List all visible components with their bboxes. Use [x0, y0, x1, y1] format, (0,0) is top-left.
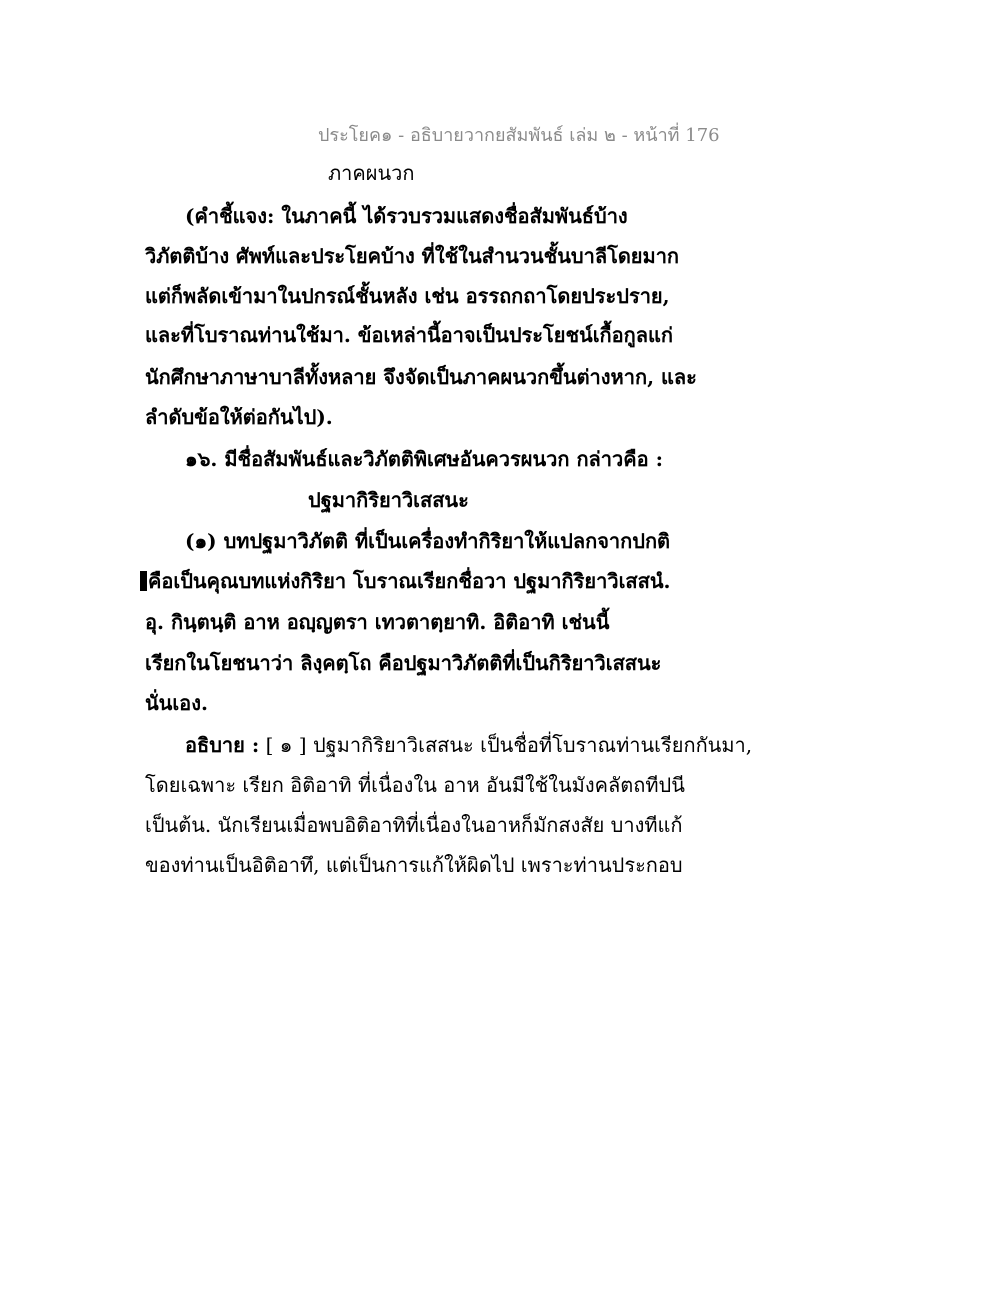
explanation-line: ของท่านเป็นอิติอาทึ, แต่เป็นการแก้ให้ผิดไป เพราะท่านประกอบ — [145, 853, 683, 877]
intro-line: ลำดับข้อให้ต่อกันไป). — [145, 405, 333, 429]
point-1-line: คือเป็นคุณบทแห่งกิริยา โบราณเรียกชื่อวา ปฐมากิริยาวิเสสนํ. — [148, 569, 671, 593]
explanation-text: [ ๑ ] ปฐมากิริยาวิเสสนะ เป็นชื่อที่โบราณท่านเรียกกันมา, — [259, 733, 753, 757]
explanation-first-line — [185, 732, 752, 758]
point-1-line: นั่นเอง. — [145, 691, 208, 715]
point-1-line-with-mark — [140, 568, 670, 594]
intro-line: แต่ก็พลัดเข้ามาในปกรณ์ชั้นหลัง เช่น อรรถกถาโดยประปราย, — [145, 284, 670, 308]
item-16-heading: ๑๖. มีชื่อสัมพันธ์และวิภัตติพิเศษอันควรผนวก กล่าวคือ : — [185, 447, 664, 471]
intro-line: นักศึกษาภาษาบาลีทั้งหลาย จึงจัดเป็นภาคผนวกขึ้นต่างหาก, และ — [145, 365, 697, 389]
point-1-line: (๑) บทปฐมาวิภัตติ ที่เป็นเครื่องทำกิริยาให้แปลกจากปกติ — [185, 529, 671, 553]
point-1-line: เรียกในโยชนาว่า ลิงฺคตฺโถ คือปฐมาวิภัตติที่เป็นกิริยาวิเสสนะ — [145, 651, 662, 675]
point-1-line: อุ. กินฺตนฺติ อาห อญฺญตรา เทวตาตฺยาทิ. อิติอาทิ เช่นนี้ — [145, 610, 610, 634]
running-head: ประโยค๑ - อธิบายวากยสัมพันธ์ เล่ม ๒ - หน้าที่ 176 — [318, 125, 720, 146]
margin-mark — [140, 571, 147, 591]
intro-line: (คำชี้แจง: ในภาคนี้ ได้รวบรวมแสดงชื่อสัมพันธ์บ้าง — [185, 204, 628, 228]
item-16-subheading: ปฐมากิริยาวิเสสนะ — [308, 488, 469, 512]
intro-line: และที่โบราณท่านใช้มา. ข้อเหล่านี้อาจเป็นประโยชน์เกื้อกูลแก่ — [145, 323, 674, 347]
explanation-label: อธิบาย : — [185, 733, 260, 757]
section-title: ภาคผนวก — [328, 161, 415, 185]
intro-line: วิภัตติบ้าง ศัพท์และประโยคบ้าง ที่ใช้ในสำนวนชั้นบาลีโดยมาก — [145, 244, 680, 268]
explanation-line: โดยเฉพาะ เรียก อิติอาทิ ที่เนื่องใน อาห อันมีใช้ในมังคลัตถทีปนี — [145, 773, 685, 797]
explanation-line: เป็นต้น. นักเรียนเมื่อพบอิติอาทิที่เนื่องในอาหก็มักสงสัย บางทีแก้ — [145, 813, 683, 837]
